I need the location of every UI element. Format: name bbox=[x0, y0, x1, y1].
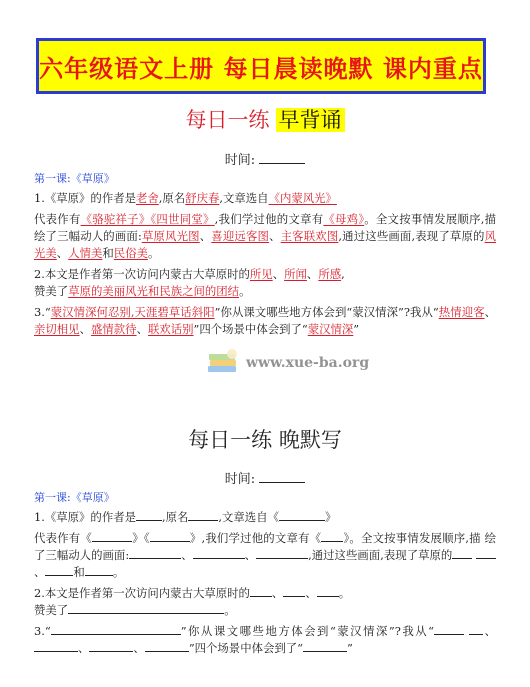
answer: 所见 bbox=[249, 267, 273, 281]
fill-blank[interactable] bbox=[68, 602, 224, 614]
time-blank[interactable] bbox=[259, 471, 305, 483]
text: ,通过这些画面,表现了草原的 bbox=[308, 548, 453, 562]
text: , bbox=[341, 267, 345, 281]
paragraph bbox=[34, 509, 496, 526]
fill-blank[interactable] bbox=[188, 509, 218, 521]
answer: 《内蒙风光》 bbox=[268, 191, 337, 205]
text: ”四个场景中体会到了“ bbox=[193, 322, 308, 336]
paragraph bbox=[34, 585, 496, 619]
fill-blank[interactable] bbox=[279, 509, 325, 521]
fill-blank[interactable] bbox=[250, 585, 272, 597]
time-label: 时间: bbox=[224, 472, 256, 487]
fill-blank[interactable] bbox=[150, 530, 190, 542]
lesson-heading: 第一课:《草原》 bbox=[34, 491, 115, 504]
text: 。 bbox=[112, 565, 125, 579]
fill-blank[interactable] bbox=[145, 640, 189, 652]
header-banner bbox=[36, 38, 486, 94]
fill-blank[interactable] bbox=[85, 564, 113, 576]
answer: 人情美 bbox=[68, 246, 103, 260]
fill-blank[interactable] bbox=[51, 623, 181, 635]
time-blank[interactable] bbox=[259, 152, 305, 164]
text: 3.“ bbox=[34, 305, 51, 319]
evening-time-field bbox=[0, 468, 530, 487]
text: 1.《草原》的作者是 bbox=[34, 191, 136, 205]
text: 赞美了 bbox=[34, 284, 69, 298]
answer: 联欢话别 bbox=[147, 322, 194, 336]
paragraph bbox=[34, 530, 496, 581]
text: 、 bbox=[133, 641, 145, 655]
text: 2.本文是作者第一次访问内蒙古大草原时的 bbox=[34, 267, 250, 281]
text: 和 bbox=[73, 565, 85, 579]
fill-blank[interactable] bbox=[136, 509, 162, 521]
text: 2.本文是作者第一次访问内蒙古大草原时的 bbox=[34, 586, 250, 600]
answer: 《母鸡》 bbox=[323, 212, 365, 226]
morning-title bbox=[0, 104, 530, 134]
answer: 蒙汉情深 bbox=[307, 322, 354, 336]
answer: 民俗美 bbox=[113, 246, 148, 260]
paragraph: 3.“蒙汉情深何忍别,天涯碧草话斜阳”你从课文哪些地方体会到“蒙汉情深”?我从“热情迎客、亲切相见、盛情款待、联欢话别”四个场景中体会到了“蒙汉情深” bbox=[34, 305, 496, 336]
text: 、 bbox=[78, 641, 90, 655]
morning-section bbox=[34, 170, 496, 342]
fill-blank[interactable] bbox=[129, 547, 181, 559]
fill-blank[interactable] bbox=[92, 530, 132, 542]
answer: 草原的美丽风光和民族之间的团结 bbox=[68, 284, 240, 298]
answer: 草原风光图 bbox=[141, 229, 200, 243]
fill-blank[interactable] bbox=[476, 547, 496, 559]
fill-blank[interactable] bbox=[34, 640, 78, 652]
text: ,我们学过他的文章有 bbox=[214, 212, 324, 226]
fill-blank[interactable] bbox=[434, 623, 464, 635]
text: 》。全文按事情发展顺序,描 bbox=[343, 531, 481, 545]
answer: 主客联欢图 bbox=[280, 229, 339, 243]
text: 、 bbox=[181, 548, 193, 562]
text: 》,我们学过他的文章有《 bbox=[189, 531, 322, 545]
answer: 亲切相见 bbox=[34, 322, 80, 336]
fill-blank[interactable] bbox=[469, 623, 483, 635]
text: 绘了三幅动人的画面: bbox=[34, 531, 496, 562]
text: 》 bbox=[324, 510, 337, 524]
answer: 《四世同堂》 bbox=[150, 212, 215, 226]
text: 。 bbox=[147, 246, 160, 260]
answer: 喜迎远客图 bbox=[211, 229, 270, 243]
fill-blank[interactable] bbox=[303, 640, 347, 652]
answer: 舒庆春 bbox=[185, 191, 220, 205]
text: 代表作有《 bbox=[34, 531, 92, 545]
text: 、 bbox=[305, 586, 317, 600]
evening-title: 每日一练 晚默写 bbox=[188, 428, 342, 452]
text: 。 bbox=[338, 586, 351, 600]
answer: 盛情款待 bbox=[90, 322, 137, 336]
text: 3.“ bbox=[34, 624, 51, 638]
text: 、 bbox=[244, 548, 257, 562]
fill-blank[interactable] bbox=[321, 530, 343, 542]
text: 。 bbox=[239, 284, 251, 298]
answer: 迎客 bbox=[461, 305, 485, 319]
morning-title-prefix: 每日一练 bbox=[185, 108, 270, 132]
fill-blank[interactable] bbox=[283, 585, 305, 597]
fill-blank[interactable] bbox=[89, 640, 133, 652]
watermark bbox=[206, 348, 369, 378]
text: ”你从课文哪些地方体会到“蒙汉情深”?我从“ bbox=[214, 305, 439, 319]
morning-title-highlight: 早背诵 bbox=[276, 108, 345, 132]
paragraph: 2.本文是作者第一次访问内蒙古大草原时的所见、所闻、所感, 赞美了草原的美丽风光和民族之间的团结。 bbox=[34, 267, 345, 298]
paragraph: 代表作有《骆驼祥子》《四世同堂》,我们学过他的文章有《母鸡》。全文按事情发展顺序,描 绘了三幅动人的画面:草原风光图、喜迎远客图、主客联欢图,通过这些画面,表现了草原的风光美、人情美和民俗美。 bbox=[34, 212, 496, 260]
fill-blank[interactable] bbox=[452, 547, 472, 559]
text: 代表作有 bbox=[34, 212, 81, 226]
text: ”你从课文哪些地方体会到“蒙汉情深”?我从“ bbox=[180, 624, 434, 638]
banner-title: 六年级语文上册 每日晨读晚默 课内重点 bbox=[39, 54, 483, 83]
text: 绘了三幅动人的画面: bbox=[34, 229, 142, 243]
answer: 蒙汉情深何忍别,天涯碧草话斜阳 bbox=[50, 305, 215, 319]
text: 。 bbox=[224, 603, 236, 617]
fill-blank[interactable] bbox=[45, 564, 73, 576]
text: ,文章选自 bbox=[219, 191, 269, 205]
answer: 老舍 bbox=[136, 191, 159, 205]
fill-blank[interactable] bbox=[256, 547, 308, 559]
text: ” bbox=[353, 322, 360, 336]
text: ,原名 bbox=[158, 191, 186, 205]
evening-section bbox=[34, 489, 496, 661]
fill-blank[interactable] bbox=[317, 585, 339, 597]
text: ”四个场景中体会到了“ bbox=[188, 641, 303, 655]
text: 、 bbox=[483, 624, 496, 638]
answer: 所感 bbox=[318, 267, 342, 281]
text: 。全文按事情发展顺序,描 bbox=[364, 212, 496, 226]
text: ” bbox=[346, 641, 353, 655]
text: ,文章选自《 bbox=[218, 510, 279, 524]
text: ,通过这些画面,表现了草原的 bbox=[338, 229, 485, 243]
lesson-heading: 第一课:《草原》 bbox=[34, 172, 115, 185]
answer: 《骆驼祥子》 bbox=[80, 212, 151, 226]
time-label: 时间: bbox=[224, 153, 256, 168]
text: 》《 bbox=[131, 531, 150, 545]
books-logo-icon bbox=[206, 348, 240, 378]
text: ,原名 bbox=[162, 510, 189, 524]
text: 和 bbox=[102, 246, 114, 260]
answer: 所闻 bbox=[284, 267, 307, 281]
morning-time-field bbox=[0, 149, 530, 168]
text: 、 bbox=[271, 586, 284, 600]
answer: 风光美 bbox=[34, 229, 496, 260]
answer: 热情 bbox=[438, 305, 462, 319]
paragraph bbox=[34, 190, 496, 207]
fill-blank[interactable] bbox=[193, 547, 245, 559]
text: 赞美了 bbox=[34, 603, 69, 617]
text: 、 bbox=[34, 565, 46, 579]
text: 1.《草原》的作者是 bbox=[34, 510, 136, 524]
paragraph bbox=[34, 623, 496, 657]
watermark-text: www.xue-ba.org bbox=[246, 355, 370, 371]
